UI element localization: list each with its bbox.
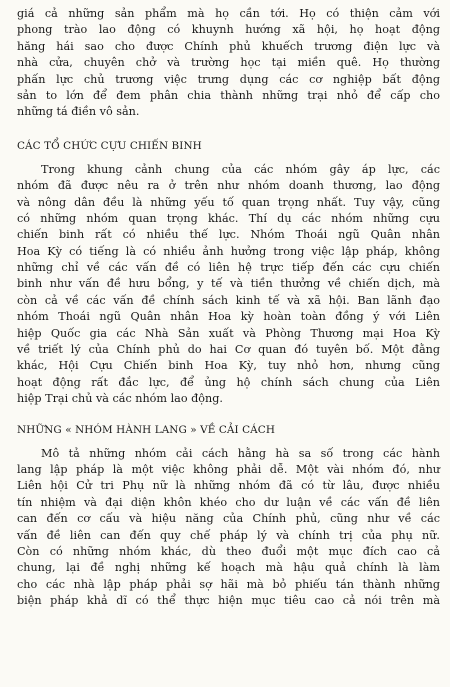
text-line: những tá điền vô sản. — [17, 105, 140, 119]
text-line: nhóm đã được nêu ra ở trên như nhóm doanh thương, lao động — [17, 179, 440, 193]
text-line: binh như vấn đề hưu bổng, y tế và tiền thưởng về chiến dịch, mà — [17, 277, 440, 291]
text-line: nhóm Thoái ngũ Quân nhân Hoa kỳ hoàn toàn đồng ý với Liên — [17, 310, 440, 324]
text-line: Còn có những nhóm khác, dù theo đuổi một mục đích cao cả — [17, 544, 440, 558]
text-line: và nông dân đều là những yếu tố quan trọng nhất. Tuy vậy, cũng — [17, 195, 440, 209]
text-line: hăng hái sao cho được Chính phủ khuếch trương điện lực và — [17, 39, 440, 53]
text-line: chung, lại đề nghị những kế hoạch mà hậu quả chính là làm — [17, 561, 440, 575]
section-heading-veterans: CÁC TỔ CHỨC CỰU CHIẾN BINH — [17, 139, 202, 152]
text-line: giá cả những sản phẩm mà họ cần tới. Họ có thiện cảm với — [17, 7, 440, 20]
text-line: hiệp Quốc gia các Nhà Sản xuất và Phòng Thương mại Hoa Kỳ — [17, 326, 440, 340]
section-intro — [17, 6, 440, 121]
text-line: Trong khung cảnh chung của các nhóm gây áp lực, các — [41, 162, 440, 176]
text-line: nhà cửa, chuyên chở và trường học tại miền quê. Họ thường — [17, 56, 440, 70]
text-line: còn cả về các vấn đề chính sách kinh tế và xã hội. Ban lãnh đạo — [17, 293, 440, 307]
text-line: phấn lực chủ trương việc trưng dụng các cơ nghiệp bất động — [17, 72, 440, 86]
text-line: lang lập pháp là một việc không phải dễ. Một vài nhóm đó, như — [17, 462, 440, 476]
text-line: có những nhóm quan trọng khác. Thí dụ các nhóm những cựu — [17, 211, 440, 225]
text-line: phong trào lao động có khuynh hướng xã hội, họ hoạt động — [17, 23, 440, 37]
text-line: Mô tả những nhóm cải cách hằng hà sa số trong các hành — [41, 446, 440, 460]
text-line: hiệp Trại chủ và các nhóm lao động. — [17, 392, 223, 406]
text-line: vấn đề liên can đến quy chế pháp lý và chính trị của phụ nữ. — [17, 528, 440, 542]
text-line: hoạt động rất đắc lực, để ủng hộ chính sách chung của Liên — [17, 375, 440, 389]
section-heading-reform: NHỮNG « NHÓM HÀNH LANG » VỀ CẢI CÁCH — [17, 423, 275, 436]
section-reform — [17, 446, 440, 610]
text-line: cho các nhà lập pháp phải sợ hãi mà bỏ phiếu tán thành những — [17, 577, 440, 591]
text-line: Liên hội Cử tri Phụ nữ là những nhóm đã có từ lâu, được nhiều — [17, 479, 440, 493]
text-line: can đến cơ cấu và hiệu năng của Chính phủ, cũng như về các — [17, 512, 440, 526]
text-line: khác, Hội Cựu Chiến binh Hoa Kỳ, tuy nhỏ hơn, nhưng cũng — [17, 359, 440, 373]
section-veterans — [17, 162, 440, 408]
text-line: tín nhiệm và đại diện khôn khéo cho dư luận về các vấn đề liên — [17, 495, 440, 509]
text-line: Hoa Kỳ có tiếng là có nhiều ảnh hưởng trong việc lập pháp, không — [17, 244, 440, 258]
text-line: chiến binh rất có nhiều thế lực. Nhóm Thoái ngũ Quân nhân — [17, 228, 440, 242]
text-line: sản to lớn để đem phân chia thành những trại nhỏ để cấp cho — [17, 88, 440, 102]
text-line: biện pháp khả dĩ có thể thực hiện mục tiêu cao cả nói trên mà — [17, 594, 440, 608]
text-line: về triết lý của Chính phủ do hai Cơ quan đó tuyên bố. Một đằng — [17, 343, 440, 357]
text-line: những chỉ về các vấn đề có liên hệ trực tiếp đến các cựu chiến — [17, 261, 440, 275]
